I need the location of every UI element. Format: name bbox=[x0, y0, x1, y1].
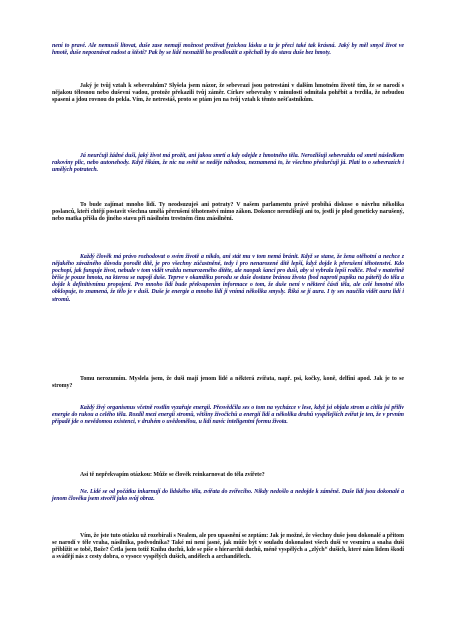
paragraph-1: není to pravé. Ale nemusíš litovat, duše zase nemají možnost prožívat fyzickou lásku a ta je přeci také tak krásná. Jaký by měl smysl život ve hmotě, duše nepoznávat radost a štěstí? Pak by se lidé nesnažili ho prodloužit a spěchali by do stavu duše bez hmoty. bbox=[52, 43, 404, 57]
paragraph-7-answer: Každý živý organismus včetně rostlin vyzařuje energii. Přesvědčila ses o tom na vycházce v lese, když jsi objala strom a cítila jsi přiliv energie do rukou a celého těla. Rozdíl mezi energií stromů, většiny živočichů a energií lidí a několika druhů vyspělejších zvířat je ten, že v prvním případě jde o nevědomou existenci, v druhém o uvědomělou, u lidí navíc inteligentní formu života. bbox=[52, 405, 404, 426]
paragraph-5-answer: Každý člověk má právo rozhodovat o svém životě a nikdo, ani stát mu v tom nemá bránit. Když se stane, že žena otěhotní a nechce z nějakého závažného důvodu porodit dítě, je pro všechny zúčastněné, tedy i pro nenarozené dítě lepší, když dojde k přerušení těhotenství. Kdo pochopí, jak funguje život, nebude v tom vidět vraždu nenarozeného dítěte, ale naopak šanci pro duši, aby si vybrala lepší rodiče. Plod v mateřině břiše je pouze hmota, na kterou se napojí duše. Teprve v okamžiku porodu se duše dostane bránou života (bod naproti pupíku na páteři) do těla a dojde k definitivnímu propojení. Pro mnoho lidí bude překvapením informace o tom, že duše není v některé části těla, ale celé hmotné tělo obklopuje, to znamená, že tělo je v duši. Duše je energie a mnoho lidí ji vnímá několika smysly. Říká se jí aura. I ty ses naučila vidět auru lidí i stromů. bbox=[52, 254, 404, 303]
paragraph-3-answer: Já neurčuji žádné duši, jaký život má prožít, ani jakou smrtí a kdy odejde z hmotného těla. Nerozlišuji sebevraždu od smrti následkem rakoviny plic, nebo autonehody. Když říkám, že nic na světě se neděje náhodou, neznamená to, že všechno předurčuji já. Platí to o sebevrazích i umělých potratech. bbox=[52, 153, 404, 174]
paragraph-4-question: To bude zajímat mnoho lidí. Ty neodsuzuješ ani potraty? V našem parlamentu právě probíhá diskuse o návrhu několika poslanců, kteří chtějí postavit všechna umělá přerušení těhotenství mimo zákon. Dokonce nerozlišují ani to, jestli je plod geneticky narušený, nebo matka přišla do jiného stavu při násilném trestném činu znásilnění. bbox=[52, 202, 404, 223]
paragraph-10-question: Vím, že jste tuto otázku už rozebírali s Nealem, ale pro upasnění se zeptám: Jak je možné, že všechny duše jsou dokonalé a přitom se narodí v těle vraha, násilníka, podvodníka? Také mi není jasné, jak může být v souladu dokonalost všech duší ve vesmíru a snaha duší přiblížit se tobě, Bože? Četla jsem totiž Knihu duchů, kde se píše o hierarchii duchů, méně vyspělých a „zlých“ duších, které nám lidem škodí a svádějí nás z cesty dobra, o vysoce vyspělých duších, andělech a archandělech. bbox=[52, 533, 404, 561]
paragraph-6-question: Tomu nerozumím. Myslela jsem, že duši mají jenom lidé a některá zvířata, např. psi, kočky, koně, delfíni apod. Jak je to se stromy? bbox=[52, 376, 404, 390]
paragraph-2-question: Jaký je tvůj vztah k sebevrahům? Slyšela jsem názor, že sebevrazi jsou potrestáni v dalším hmotném životě tím, že se narodí s nějakou tělesnou nebo duševní vadou, protože překazili tvůj záměr. Církev sebevrahy v minulosti odmítala pohřbít a tvrdila, že nebudou spaseni a jdou rovnou do pekla. Vím, že netrestáš, proto se ptám jen na tvůj vztah k těmto nešťastníkům. bbox=[52, 83, 404, 104]
paragraph-9-answer: Ne. Lidé se od počátku inkarnují do lidského těla, zvířata do zvířecího. Nikdy nedošlo a nedojde k záměně. Duše lidí jsou dokonalé a jenom člověka jsem stvořil jako svůj obraz. bbox=[52, 489, 404, 503]
paragraph-8-question: Asi tě nepřekvapím otázkou: Může se člověk reinkarnovat do těla zvířete? bbox=[80, 472, 265, 478]
